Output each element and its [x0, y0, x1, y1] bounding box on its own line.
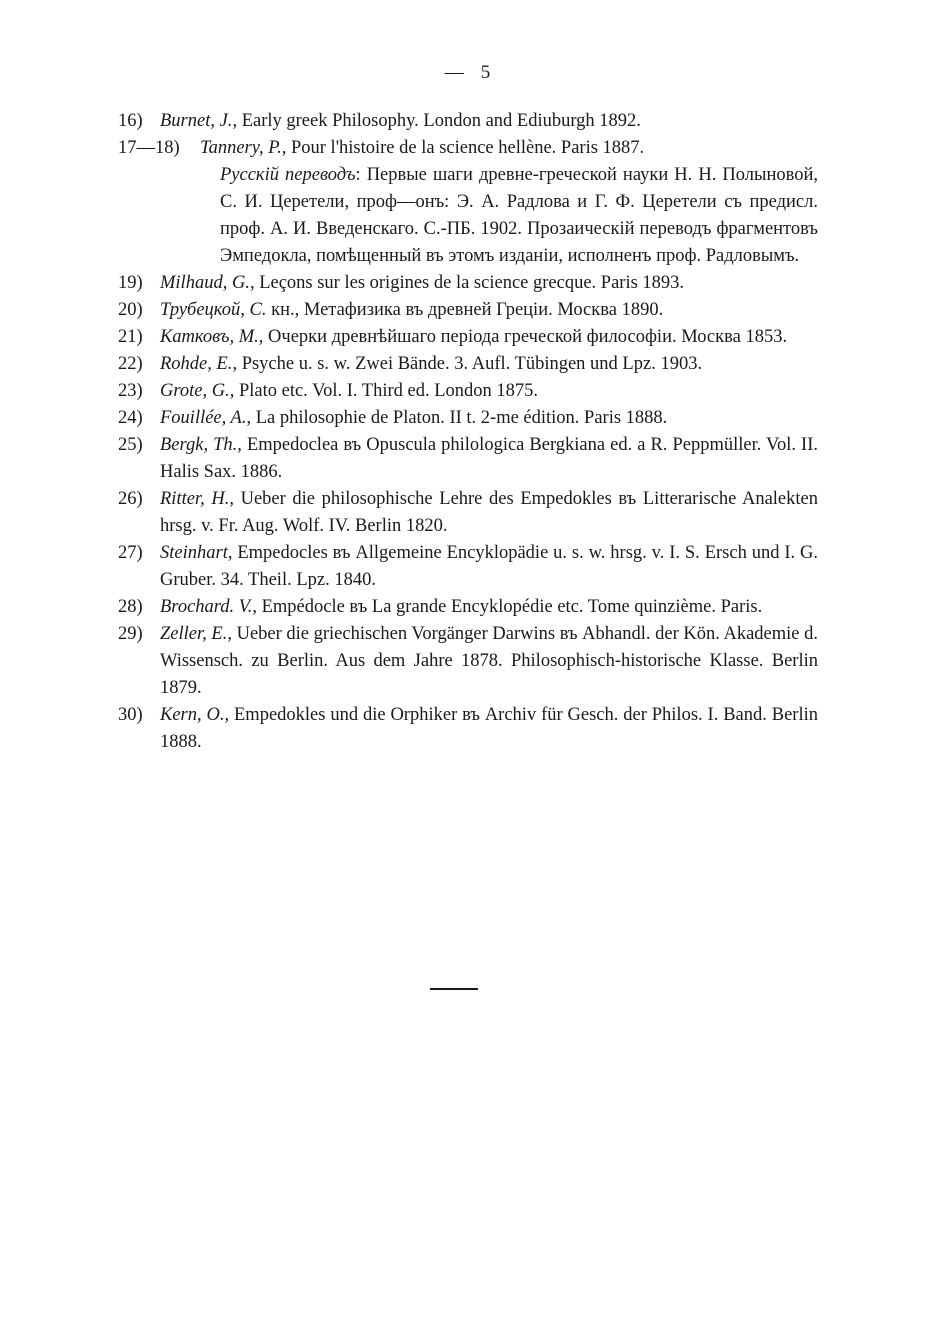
entry-body [160, 486, 818, 540]
entry-number: 16) [118, 111, 143, 131]
entry-author: Kern, O. [160, 705, 225, 725]
entry-body [160, 405, 818, 432]
entry-text: , Pour l'histoire de la science hellène. Paris 1887. [281, 138, 645, 158]
entry-number: 19) [118, 273, 143, 293]
entry-body [160, 297, 818, 324]
entry-body [160, 594, 818, 621]
entry-text: , Empédocle въ La grande Encyklopédie etc. Tome quinzième. Paris. [252, 597, 763, 617]
russian-translation-label: Русскій переводъ [220, 165, 356, 185]
entry-author: Ritter, H. [160, 489, 230, 509]
entry-text: , Ueber die philosophische Lehre des Empedokles въ Litterarische Analekten hrsg. v. Fr. Aug. Wolf. IV. Berlin 1820. [160, 489, 818, 536]
bib-entry-27 [118, 540, 818, 594]
entry-author: Трубецкой, С. [160, 300, 267, 320]
russian-translation-text: : Первые шаги древне-греческой науки Н. Н. Полыновой, С. И. Церетели, проф—онъ: Э. А. Радлова и Г. Ф. Церетели съ предисл. проф. А. И. Введенскаго. С.-ПБ. 1902. Прозаическій переводъ фрагментовъ Эмпедокла, помѣщенный въ этомъ изданіи, исполненъ проф. Радловымъ. [220, 165, 818, 266]
entry-number: 26) [118, 489, 143, 509]
entry-body [160, 702, 818, 756]
entry-text: , Очерки древнѣйшаго періода греческой философіи. Москва 1853. [258, 327, 788, 347]
entry-author: Катковъ, М. [160, 327, 259, 347]
bib-entry-16 [118, 108, 818, 135]
russian-translation-note [200, 162, 818, 270]
entry-text: , Plato etc. Vol. I. Third ed. London 1875. [229, 381, 539, 401]
entry-author: Fouillée, A. [160, 408, 247, 428]
entry-body [160, 540, 818, 594]
entry-text: , La philosophie de Platon. II t. 2-me édition. Paris 1888. [246, 408, 668, 428]
page-number [0, 62, 936, 84]
entry-number: 17—18) [118, 138, 180, 158]
bib-entry-25 [118, 432, 818, 486]
entry-author: Tannery, P. [200, 138, 282, 158]
entry-text: , Ueber die griechischen Vorgänger Darwins въ Abhandl. der Kön. Akademie d. Wissensch. zu Berlin. Aus dem Jahre 1878. Philosophisch-historische Klasse. Berlin 1879. [160, 624, 819, 698]
bib-entry-30 [118, 702, 818, 756]
bib-entry-24 [118, 405, 818, 432]
entry-number: 28) [118, 597, 143, 617]
entry-number: 30) [118, 705, 143, 725]
end-rule-divider [430, 988, 478, 990]
entry-author: Steinhart [160, 543, 228, 563]
bib-entry-26 [118, 486, 818, 540]
entry-number: 22) [118, 354, 143, 374]
entry-number: 23) [118, 381, 143, 401]
entry-author: Bergk, Th. [160, 435, 238, 455]
entry-author: Brochard. V. [160, 597, 253, 617]
bib-entry-28 [118, 594, 818, 621]
entry-body [160, 621, 818, 702]
bib-entry-19 [118, 270, 818, 297]
entry-number: 21) [118, 327, 143, 347]
bib-entry-17-18 [118, 135, 818, 270]
entry-text: , Empedoclea въ Opuscula philologica Bergkiana ed. a R. Peppmüller. Vol. II. Halis Sax. 1886. [160, 435, 818, 482]
bib-entry-21 [118, 324, 818, 351]
page-number-dash: — [444, 62, 465, 83]
entry-body [200, 135, 818, 162]
entry-number: 27) [118, 543, 143, 563]
entry-author: Grote, G. [160, 381, 230, 401]
bibliography-list [118, 108, 818, 756]
entry-body [160, 270, 818, 297]
entry-text: кн., Метафизика въ древней Греціи. Москва 1890. [266, 300, 664, 320]
entry-number: 25) [118, 435, 143, 455]
entry-body [160, 432, 818, 486]
bib-entry-23 [118, 378, 818, 405]
entry-author: Rohde, E. [160, 354, 233, 374]
entry-body [160, 324, 818, 351]
entry-number: 20) [118, 300, 143, 320]
entry-number: 24) [118, 408, 143, 428]
entry-text: , Empedocles въ Allgemeine Encyklopädie u. s. w. hrsg. v. I. S. Ersch und I. G. Gruber. 34. Theil. Lpz. 1840. [160, 543, 818, 590]
entry-body [160, 351, 818, 378]
entry-text: , Empedokles und die Orphiker въ Archiv für Gesch. der Philos. I. Band. Berlin 1888. [160, 705, 818, 752]
entry-body [160, 378, 818, 405]
entry-text: , Psyche u. s. w. Zwei Bände. 3. Aufl. Tübingen und Lpz. 1903. [232, 354, 703, 374]
entry-body [160, 108, 818, 135]
entry-author: Milhaud, G. [160, 273, 250, 293]
bib-entry-22 [118, 351, 818, 378]
bib-entry-29 [118, 621, 818, 702]
entry-author: Zeller, E. [160, 624, 228, 644]
entry-number: 29) [118, 624, 143, 644]
entry-text: , Leçons sur les origines de la science grecque. Paris 1893. [249, 273, 685, 293]
entry-author: Burnet, J. [160, 111, 233, 131]
page-number-value: 5 [480, 62, 492, 83]
bib-entry-20 [118, 297, 818, 324]
entry-text: , Early greek Philosophy. London and Ediuburgh 1892. [232, 111, 641, 131]
